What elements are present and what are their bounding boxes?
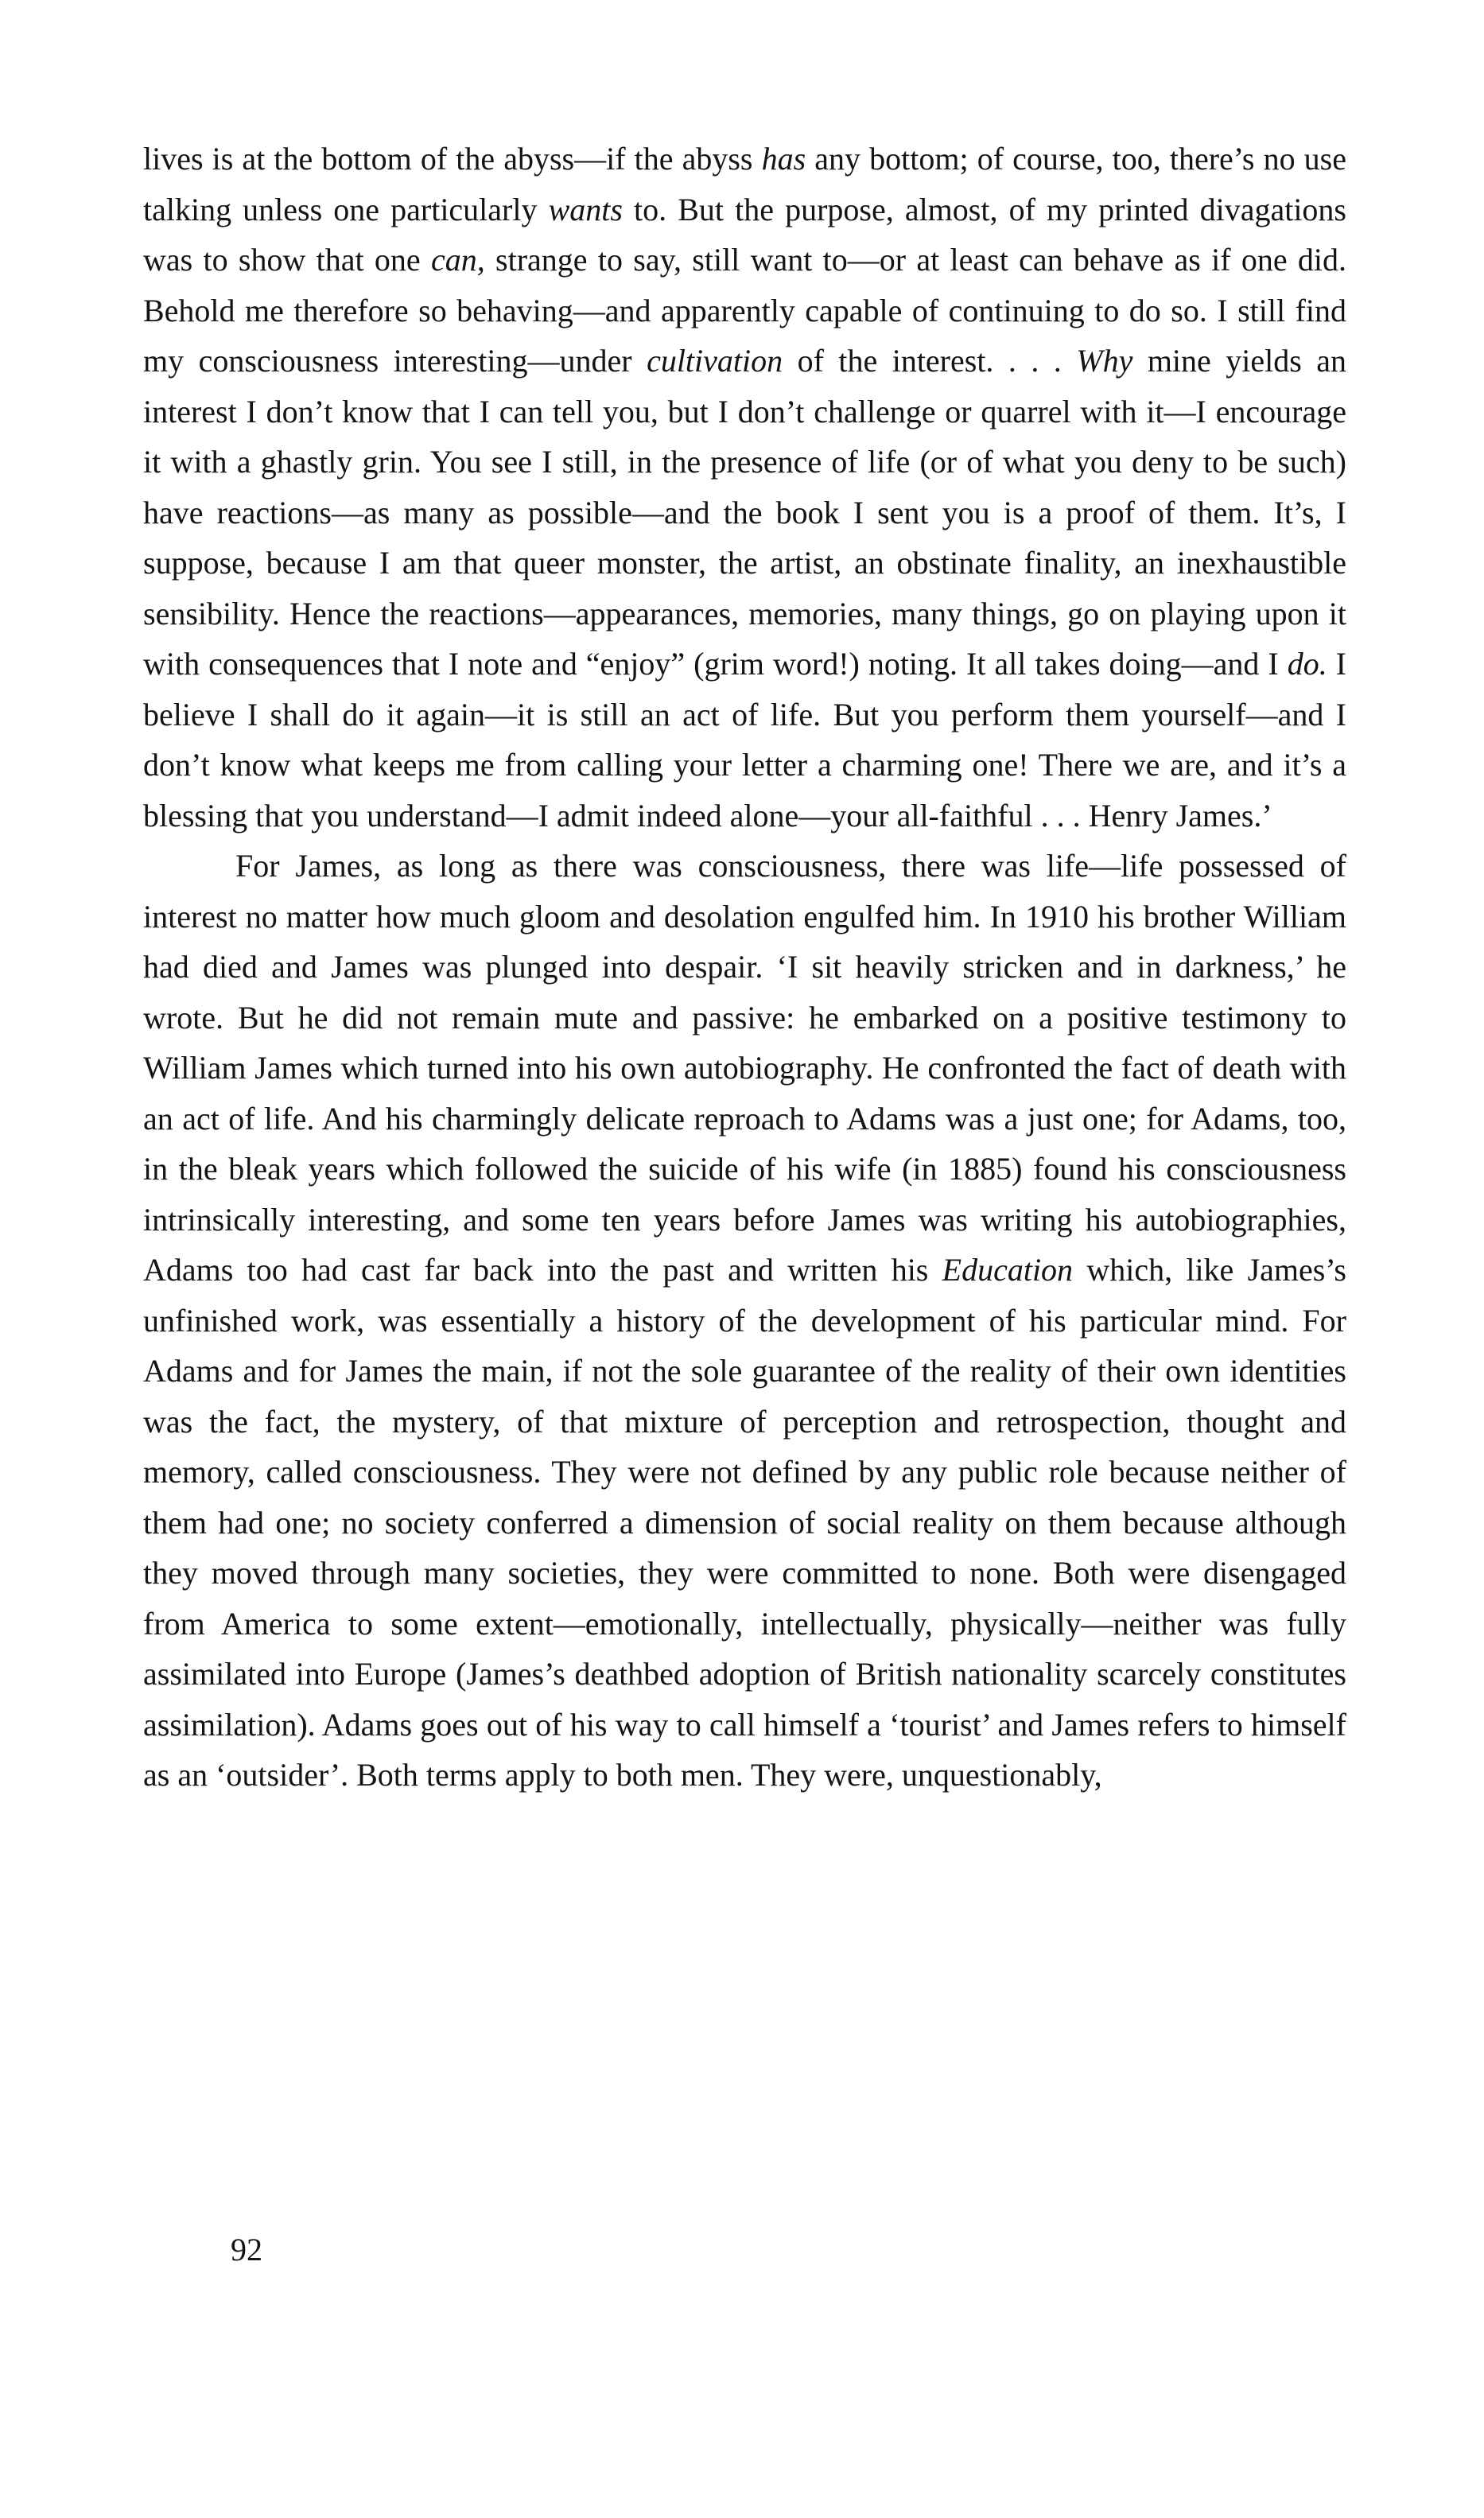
text-segment: strange to say, still want to—or at least can behave as if one did. Behold me therefore so behaving—and apparently capable of continuing to do so. I still find my consciousness interesting—under [143, 242, 1346, 379]
text-segment: of the interest. . . . [783, 343, 1077, 379]
italic-text-segment: Why [1076, 343, 1133, 379]
italic-text-segment: do. [1287, 646, 1327, 682]
text-segment: mine yields an interest I don’t know that I can tell you, but I don’t challenge or quarrel with it—I encourage it with a ghastly grin. You see I still, in the presence of life (or of what you deny to be such) have reactions—as many as possible—and the book I sent you is a proof of them. It’s, I suppose, because I am that queer monster, the artist, an obstinate finality, an inexhaustible sensibility. Hence the reactions—appearances, memories, many things, go on playing upon it with consequences that I note and “enjoy” (grim word!) noting. It all takes doing—and I [143, 343, 1347, 682]
text-segment: lives is at the bottom of the abyss—if the abyss [143, 141, 762, 177]
text-segment: to. But the purpose, almost, of my printed divagations was to show that one [143, 191, 1346, 278]
italic-text-segment: Education [942, 1252, 1074, 1288]
italic-text-segment: wants [548, 191, 623, 227]
paragraph-commentary [143, 841, 1346, 1801]
text-segment: For James, as long as there was consciousness, there was life—life possessed of interest no matter how much gloom and desolation engulfed him. In 1910 his brother William had died and James was plunged into despair. ‘I sit heavily stricken and in darkness,’ he wrote. But he did not remain mute and passive: he embarked on a positive testimony to William James which turned into his own autobiography. He confronted the fact of death with an act of life. And his charmingly delicate reproach to Adams was a just one; for Adams, too, in the bleak years which followed the suicide of his wife (in 1885) found his consciousness intrinsically interesting, and some ten years before James was writing his autobiographies, Adams too had cast far back into the past and written his [143, 848, 1346, 1288]
italic-text-segment: has [761, 141, 806, 177]
italic-text-segment: can, [430, 242, 485, 278]
page-number: 92 [231, 2232, 262, 2267]
text-segment: any bottom; of course, too, there’s no use talking unless one particularly [143, 141, 1346, 227]
paragraph-letter-continuation [143, 134, 1346, 841]
italic-text-segment: cultivation [647, 343, 783, 379]
text-segment: I believe I shall do it again—it is still an act of life. But you perform them yourself—and I don’t know what keeps me from calling your letter a charming one! There we are, and it’s a blessing that you understand—I admit indeed alone—your all-faithful . . . Henry James.’ [143, 646, 1346, 834]
text-segment: which, like James’s unfinished work, was essentially a history of the development of his particular mind. For Adams and for James the main, if not the sole guarantee of the reality of their own identities was the fact, the mystery, of that mixture of perception and retrospection, thought and memory, called consciousness. They were not defined by any public role because neither of them had one; no society conferred a dimension of social reality on them because although they moved through many societies, they were committed to none. Both were disengaged from America to some extent—emotionally, intellectually, physically—neither was fully assimilated into Europe (James’s deathbed adoption of British nationality scarcely constitutes assimilation). Adams goes out of his way to call himself a ‘tourist’ and James refers to himself as an ‘outsider’. Both terms apply to both men. They were, unquestionably, [143, 1252, 1347, 1793]
body-text [143, 134, 1346, 1801]
